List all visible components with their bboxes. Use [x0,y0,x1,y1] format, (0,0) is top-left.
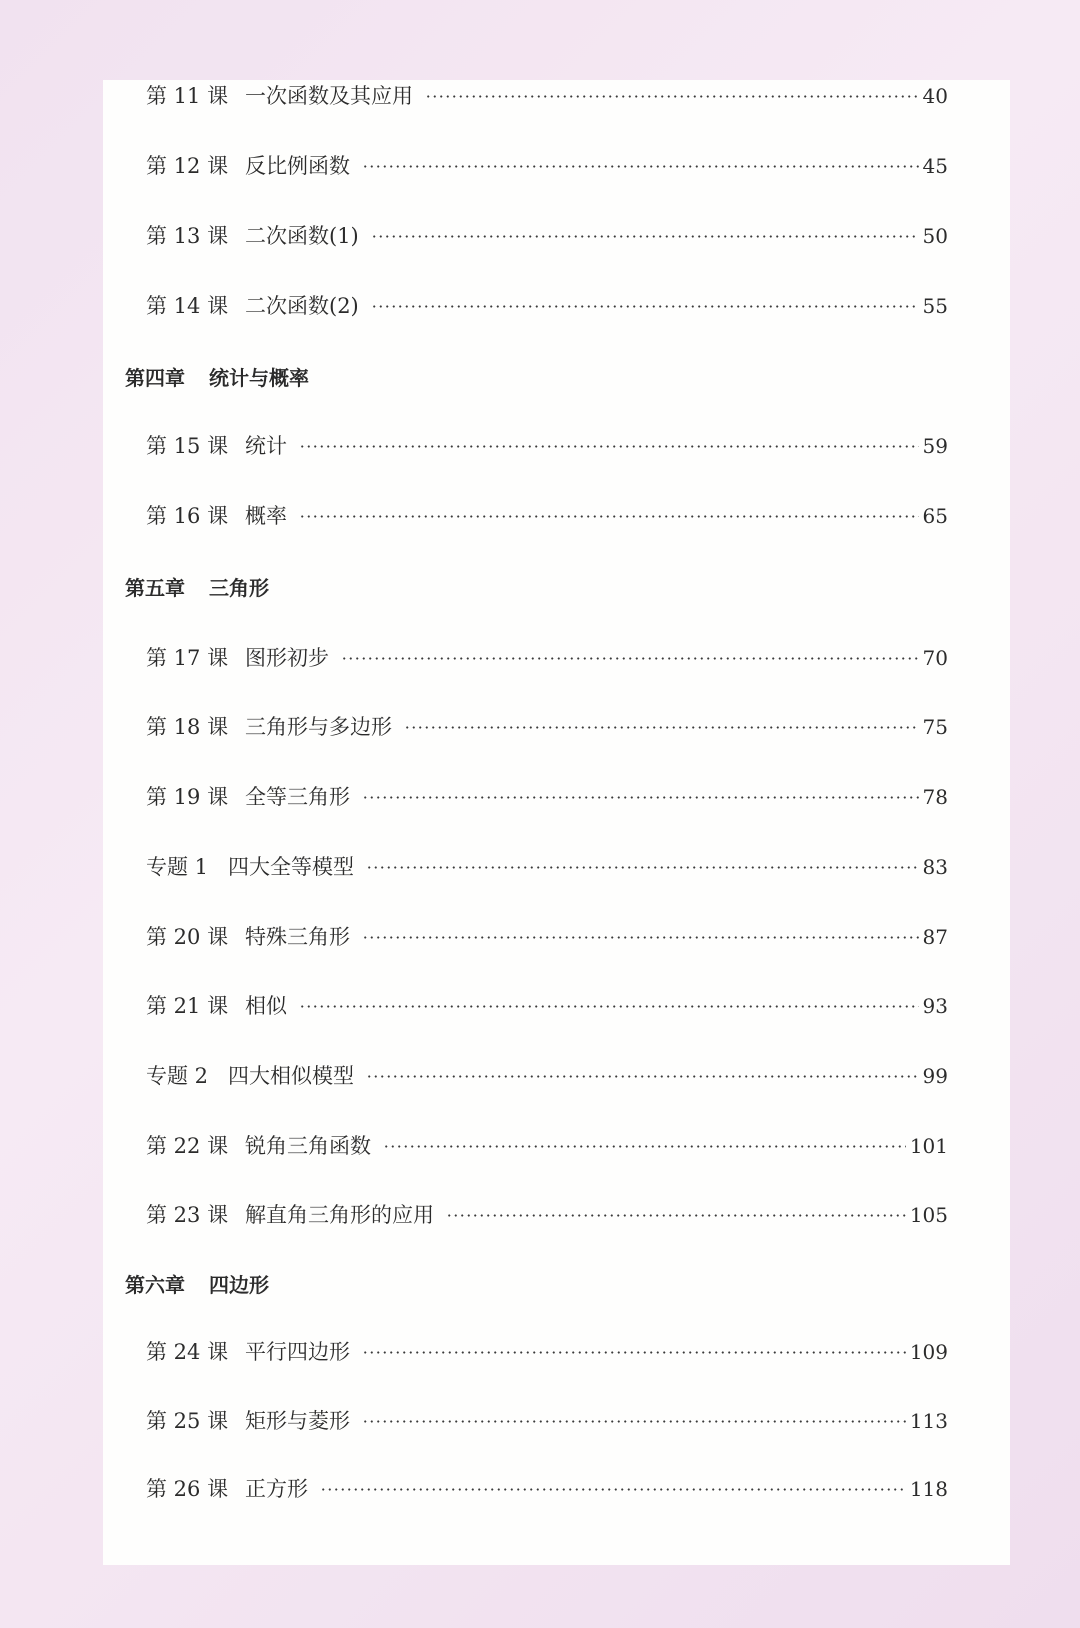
dot-leader [404,726,919,729]
dot-leader [362,796,919,799]
toc-topic-entry [103,847,1010,887]
chapter-title: 统计与概率 [209,366,309,390]
entry-title: 相似 [245,994,287,1018]
lesson-number: 第 11 课 [146,84,229,108]
lesson-number: 第 20 课 [146,925,229,949]
dot-leader [299,445,919,448]
entry-title: 一次函数及其应用 [245,84,413,108]
chapter-number: 第五章 [125,576,185,600]
lesson-number: 第 23 课 [146,1203,229,1227]
lesson-number: 第 13 课 [146,224,229,248]
dot-leader [299,1005,919,1008]
lesson-number: 第 19 课 [146,785,229,809]
entry-title: 三角形与多边形 [245,715,392,739]
entry-title: 二次函数(2) [245,294,359,318]
toc-lesson-entry [103,638,1010,678]
dot-leader [362,1420,906,1423]
page-number: 93 [922,994,948,1018]
dot-leader [366,866,919,869]
page-number: 59 [922,434,948,458]
toc-lesson-entry [103,426,1010,466]
page-number: 70 [922,646,948,670]
page-sheet [103,80,1010,1565]
chapter-heading [103,358,1010,398]
entry-title: 解直角三角形的应用 [245,1203,434,1227]
page-number: 101 [909,1134,948,1158]
toc-lesson-entry [103,146,1010,186]
page-number: 45 [922,154,948,178]
chapter-number: 第六章 [125,1273,185,1297]
toc-lesson-entry [103,707,1010,747]
lesson-number: 第 17 课 [146,646,229,670]
entry-title: 四大全等模型 [228,855,354,879]
lesson-number: 第 22 课 [146,1134,229,1158]
entry-title: 统计 [245,434,287,458]
entry-title: 锐角三角函数 [245,1134,371,1158]
chapter-heading [103,1265,1010,1305]
toc-lesson-entry [103,496,1010,536]
toc-lesson-entry [103,1126,1010,1166]
topic-number: 专题 2 [146,1064,209,1088]
page-number: 87 [922,925,948,949]
entry-title: 反比例函数 [245,154,350,178]
page-number: 118 [909,1477,948,1501]
page-number: 83 [922,855,948,879]
lesson-number: 第 16 课 [146,504,229,528]
chapter-number: 第四章 [125,366,185,390]
entry-title: 二次函数(1) [245,224,359,248]
page-number: 78 [922,785,948,809]
dot-leader [425,95,919,98]
lesson-number: 第 15 课 [146,434,229,458]
chapter-title: 四边形 [209,1273,269,1297]
toc-lesson-entry [103,286,1010,326]
page-number: 109 [909,1340,948,1364]
dot-leader [446,1214,906,1217]
entry-title: 全等三角形 [245,785,350,809]
toc-lesson-entry [103,777,1010,817]
entry-title: 四大相似模型 [228,1064,354,1088]
page-number: 65 [922,504,948,528]
lesson-number: 第 25 课 [146,1409,229,1433]
dot-leader [383,1145,906,1148]
topic-number: 专题 1 [146,855,209,879]
page-number: 113 [909,1409,948,1433]
entry-title: 矩形与菱形 [245,1409,350,1433]
entry-title: 特殊三角形 [245,925,350,949]
toc-lesson-entry [103,1332,1010,1372]
entry-title: 图形初步 [245,646,329,670]
toc-lesson-entry [103,76,1010,116]
entry-title: 平行四边形 [245,1340,350,1364]
dot-leader [362,165,919,168]
dot-leader [299,515,919,518]
lesson-number: 第 21 课 [146,994,229,1018]
dot-leader [371,305,919,308]
entry-title: 概率 [245,504,287,528]
toc-lesson-entry [103,917,1010,957]
lesson-number: 第 26 课 [146,1477,229,1501]
toc-lesson-entry [103,1195,1010,1235]
dot-leader [320,1488,906,1491]
lesson-number: 第 24 课 [146,1340,229,1364]
page-number: 50 [922,224,948,248]
dot-leader [341,657,919,660]
dot-leader [362,1351,906,1354]
toc-lesson-entry [103,1401,1010,1441]
table-of-contents [103,80,1010,1565]
dot-leader [371,235,919,238]
dot-leader [362,936,919,939]
toc-lesson-entry [103,216,1010,256]
toc-lesson-entry [103,986,1010,1026]
chapter-title: 三角形 [209,576,269,600]
page-number: 105 [909,1203,948,1227]
page-number: 75 [922,715,948,739]
lesson-number: 第 12 课 [146,154,229,178]
page-number: 55 [922,294,948,318]
chapter-heading [103,568,1010,608]
page-number: 40 [922,84,948,108]
entry-title: 正方形 [245,1477,308,1501]
lesson-number: 第 18 课 [146,715,229,739]
page-number: 99 [922,1064,948,1088]
dot-leader [366,1075,919,1078]
lesson-number: 第 14 课 [146,294,229,318]
toc-topic-entry [103,1056,1010,1096]
toc-lesson-entry [103,1469,1010,1509]
